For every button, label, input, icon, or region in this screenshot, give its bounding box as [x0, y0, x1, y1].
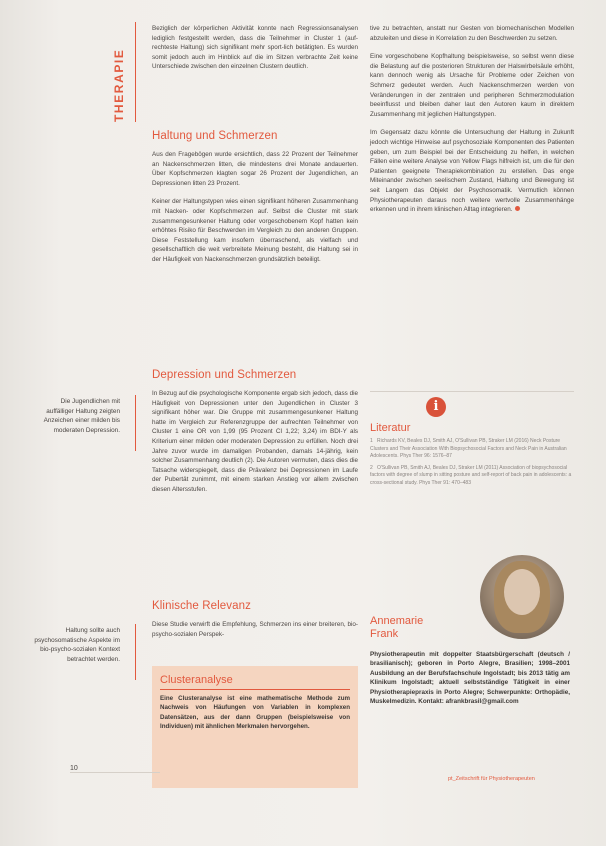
- cluster-box-text: Eine Clusteranalyse ist eine mathematische Methode zum Nachweis von Häufungen von Variablen in komplexen Datensätzen, aus der dann Gruppen (beispielsweise von Individuen) mit ähnlichen Merkmalen hervorgehen.: [160, 695, 350, 731]
- literature-divider: [370, 391, 574, 392]
- col1-haltung: [152, 150, 358, 274]
- author-photo-face: [504, 569, 540, 615]
- col2-text: [370, 24, 574, 224]
- intro-paragraph: Beziglich der körperlichen Aktivität konnte nach Regressionsanalysen lediglich festgestellt werden, dass die Teilnehmer in Cluster 1 (auf-rechteste Haltung) sich signifikant mehr sport-lich betätigten. Es wurden somit jedoch auch im Hinblick auf die im Sitzen verbrachte Zeit keine Unterschiede zwischen den einzelnen Clustern deutlich.: [152, 25, 358, 71]
- haltung-paragraph-2: Keiner der Haltungstypen wies einen signifikant höheren Zusammenhang mit Nacken- oder Kopfschmerzen auf. Selbst die Cluster mit stark zusammengesunkener Haltung oder vorgeschobenem Kopf hatten kein erhöhtes Risiko für Beschwerden im Vergleich zu den anderen Gruppen. Diese Feststellung kam insofern überraschend, als vielfach und gesellschaftlich die weit verbreitete Meinung besteht, die Haltung sei in der Häufigkeit von Nackenschmerzen grundsätzlich beteiligt.: [152, 198, 358, 263]
- literature-list: [370, 438, 574, 491]
- col2-paragraph-1: tive zu betrachten, anstatt nur Gesten von biomechanischen Modellen abzuleiten und diese in Korrelation zu den Beschwerden zu setzen.: [370, 25, 574, 42]
- section-tag: [112, 30, 132, 120]
- col2-paragraph-2: Eine vorgeschobene Kopfhaltung beispielsweise, so selbst wenn diese die Belastung auf die posterioren Strukturen der Halswirbelsäule erhöht, kann dennoch wenig als Ursache für Probleme oder Zeichen von Schmerz gedeutet werden. Auch Nackenschmerzen werden von Veränderungen in der zentralen und peripheren Schmerzmodulation beeinflusst und bleiben daher laut den Autoren kaum in direktem Zusammenhang mit jeglichen Haltungstypen.: [370, 53, 574, 118]
- author-bio: Physiotherapeutin mit doppelter Staatsbürgerschaft (deutsch / brasilianisch); geboren in Porto Alegre, Brasilien; 1998–2001 Ausbildung an der Berufsfachschule Ingolstadt; bis 2013 tätig am Klinikum Ingolstadt; aktuell selbstständige Tätigkeit in einer Physiotherapiepraxis in Porto Alegre; Schwerpunkte: Orthopädie, Muskelmedizin. Kontakt: afrankbrasil@gmail.com: [370, 651, 570, 706]
- depression-paragraph: In Bezug auf die psychologische Komponente ergab sich jedoch, dass die Häufigkeit von Depressionen unter den Jugendlichen in Cluster 3 signifikant höher war. Die Gruppe mit zusammengesunkener Haltung hatte im Vergleich zur Referenzgruppe der aufrechten Teilnehmer von Cluster 1 eine OR von 1,99 (95 Prozent CI 1,22; 3,24) im BDI-Y als Kriterium einer milden oder moderaten Depression zu erfüllen. Noch drei Jahre zuvor wurde im damaligen Probanden, damals 14-jährig, kein solcher Zusammenhang deutlich (2). Die Autoren vermuten, dass dies die Tatsache widerspiegelt, dass die Prävalenz bei Depressionen im Laufe der Pubertät zunimmt, mit einem starken Anstieg vor allem zwischen diesen Altersstufen.: [152, 390, 358, 493]
- heading-depression: Depression und Schmerzen: [152, 369, 297, 381]
- info-icon: i: [426, 397, 446, 417]
- section-rule: [135, 22, 136, 122]
- author-name: [370, 615, 423, 641]
- footer-rule-left: [70, 772, 160, 773]
- haltung-paragraph-1: Aus den Fragebögen wurde ersichtlich, dass 22 Prozent der Teilnehmer an Nackenschmerzen litten, die mindestens drei Monate andauerten. Über Kopfschmerzen klagten sogar 26 Prozent der Jugendlichen, an Depressionen litten 23 Prozent.: [152, 151, 358, 187]
- col1-klinisch: [152, 620, 358, 648]
- author-first-name: Annemarie: [370, 615, 424, 627]
- heading-klinisch: Klinische Relevanz: [152, 600, 251, 612]
- section-tag-label: THERAPIE: [112, 48, 126, 122]
- cluster-box-divider: [160, 689, 350, 690]
- author-photo: [480, 555, 564, 639]
- heading-haltung: Haltung und Schmerzen: [152, 130, 278, 142]
- end-bullet-icon: [515, 206, 520, 211]
- literature-title: Literatur: [370, 422, 411, 434]
- page-number: 10: [70, 765, 78, 772]
- literature-item: 1 Richards KV, Beales DJ, Smith AJ, O'Sullivan PB, Straker LM (2016) Neck Posture Clusters and Their Association With Biopsychosocial Factors and Neck Pain in Australian Adolescents. Phys Ther 96: 1576–87: [370, 438, 567, 459]
- literature-item-2: O'Sullivan PB, Smith AJ, Beales DJ, Straker LM (2011) Association of biopsychosocial factors with degree of slump in sitting posture and self-report of back pain in adolescents: a cross-sectional study. Phys Ther 91: 470–483: [370, 464, 572, 486]
- col1-intro: [152, 24, 358, 81]
- cluster-box-title: Clusteranalyse: [160, 674, 233, 686]
- klinisch-paragraph: Diese Studie verwirft die Empfehlung, Schmerzen ins einer breiteren, bio-psycho-sozialen Perspek-: [152, 621, 358, 638]
- cluster-info-box: [152, 666, 358, 788]
- col2-paragraph-3-text: Im Gegensatz dazu könnte die Untersuchung der Haltung in Zukunft jedoch wichtige Hinweise auf psychosoziale Komponenten des Patienten geben, um zum Beispiel bei der Entscheidung zu helfen, in welchen Fällen eine weitere Analyse von Yellow Flags hilfreich ist, um die für den Patienten geeignete Therapiekombination zu erstellen. Das enge Miteinander zwischen seelischem Zustand, Haltung und Bewegung ist seit Langem das Objekt der Psychosomatik. Vermutlich können Physiotherapeuten daraus noch weitere wertvolle Zusammenhänge erkennen und in ihrem klinischen Alltag integrieren.: [370, 129, 574, 214]
- literature-item-1: Richards KV, Beales DJ, Smith AJ, O'Sullivan PB, Straker LM (2016) Neck Posture Clusters and Their Association With Biopsychosocial Factors and Neck Pain in Australian Adolescents. Phys Ther 96: 1576–87: [370, 438, 567, 459]
- literature-item: 2 O'Sullivan PB, Smith AJ, Beales DJ, Straker LM (2011) Association of biopsychosocial factors with degree of slump in sitting posture and self-report of back pain in adolescents: a cross-sectional study. Phys Ther 91: 470–483: [370, 464, 572, 486]
- sidenote-rule-2: [135, 624, 136, 680]
- sidenote-rule-1: [135, 395, 136, 451]
- col1-depression: [152, 389, 358, 504]
- col2-paragraph-3: [370, 128, 574, 214]
- footer-publication: pt_Zeitschrift für Physiotherapeuten: [448, 776, 535, 782]
- author-last-name: Frank: [370, 628, 399, 640]
- sidenote-haltung: Haltung sollte auch psychosomatische Aspekte im bio-psycho-sozialen Kontext betrachtet werden.: [34, 627, 120, 663]
- sidenote-depression: Die Jugendlichen mit auffälliger Haltung zeigten Anzeichen einer milden bis moderaten Depression.: [43, 398, 120, 434]
